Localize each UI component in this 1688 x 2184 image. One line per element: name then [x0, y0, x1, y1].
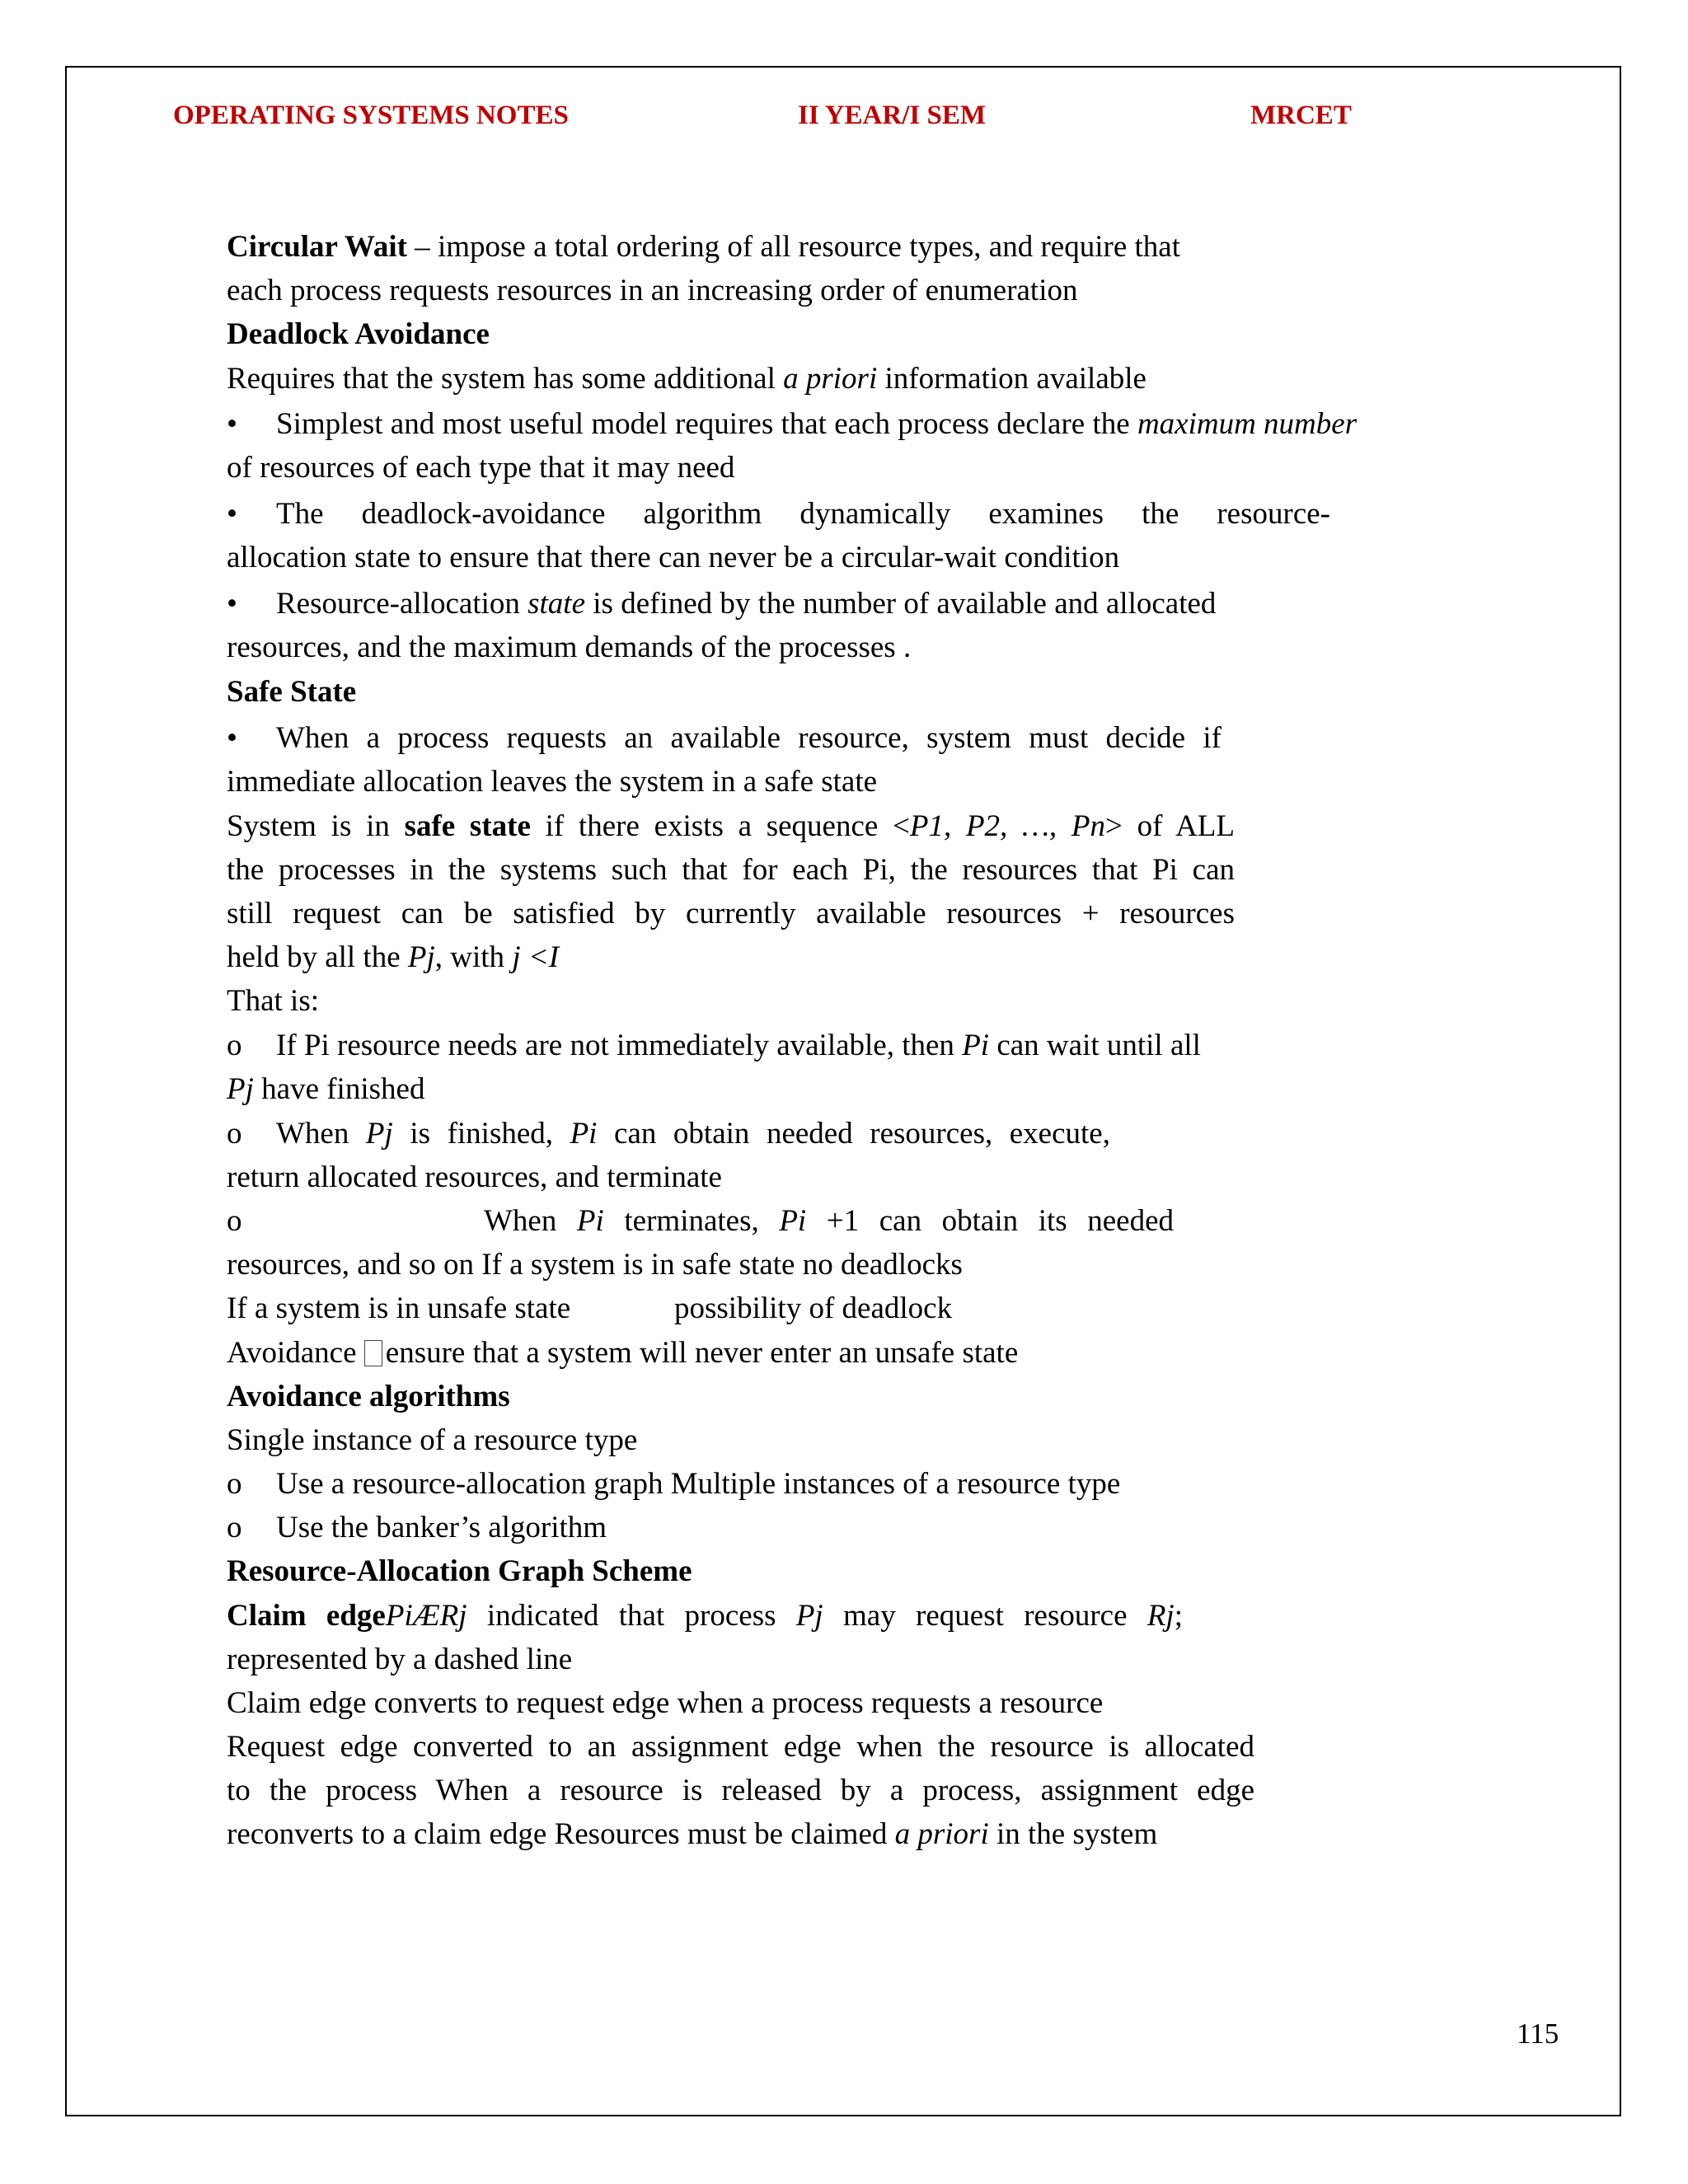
- text-span: can wait until all: [989, 1029, 1201, 1062]
- italic-span: Rj: [1146, 1599, 1175, 1633]
- heading-avoidance-algorithms: Avoidance algorithms: [227, 1380, 510, 1413]
- text-span: Simplest and most useful model requires that each process declare the: [276, 407, 1137, 441]
- text-line: immediate allocation leaves the system in a safe state: [227, 765, 878, 799]
- text-span: If a system is in unsafe state: [227, 1291, 571, 1325]
- text-line: represented by a dashed line: [227, 1643, 573, 1676]
- text-span: information available: [877, 362, 1146, 396]
- text-line: That is:: [227, 984, 320, 1018]
- italic-span: Pj: [407, 940, 435, 974]
- bullet-text: [276, 1115, 1110, 1153]
- text-line: [227, 1290, 570, 1328]
- text-line: Request edge converted to an assignment edge when the resource is allocated: [227, 1730, 1254, 1764]
- text-span: +1 can obtain its needed: [806, 1204, 1174, 1238]
- circular-wait-line: [227, 228, 1180, 266]
- italic-span: Pj: [365, 1117, 393, 1151]
- text-span: indicated that process: [467, 1599, 796, 1633]
- italic-span: Pi: [779, 1204, 807, 1238]
- text-line: return allocated resources, and terminate: [227, 1160, 722, 1194]
- bold-span: Claim edge: [227, 1599, 386, 1633]
- text-span: System is in: [227, 809, 405, 843]
- text-span: ensure that a system will never enter an unsafe state: [385, 1336, 1019, 1370]
- bullet-text: [276, 585, 1216, 623]
- italic-span: PiÆRj: [385, 1599, 467, 1633]
- italic-span: a priori: [894, 1817, 989, 1851]
- text-line: [227, 1071, 424, 1108]
- text-line: [227, 360, 1146, 398]
- italic-span: a priori: [783, 362, 878, 396]
- text-line: possibility of deadlock: [674, 1291, 953, 1325]
- bullet-icon: •: [227, 407, 237, 441]
- text-line: Claim edge converts to request edge when a process requests a resource: [227, 1686, 1104, 1720]
- text-span: in the system: [988, 1817, 1158, 1851]
- bullet-text: Use the banker’s algorithm: [276, 1511, 607, 1544]
- italic-span: Pj: [227, 1072, 254, 1106]
- header-year-sem: II YEAR/I SEM: [798, 101, 986, 130]
- text-span: ;: [1174, 1599, 1183, 1633]
- page-number: 115: [1517, 2018, 1559, 2050]
- text-span: When: [484, 1204, 577, 1238]
- text-line: to the process When a resource is released by a process, assignment edge: [227, 1774, 1254, 1807]
- circle-bullet-icon: o: [227, 1117, 242, 1151]
- text-span: terminates,: [603, 1204, 780, 1238]
- text-line: resources, and so on If a system is in safe state no deadlocks: [227, 1248, 963, 1282]
- text-line: allocation state to ensure that there can never be a circular-wait condition: [227, 541, 1120, 574]
- italic-span: Pi: [576, 1204, 604, 1238]
- bullet-text: The deadlock-avoidance algorithm dynamically examines the resource-: [276, 497, 1330, 531]
- italic-span: Pj: [795, 1599, 823, 1633]
- bold-span: safe state: [404, 809, 531, 843]
- heading-rag-scheme: Resource-Allocation Graph Scheme: [227, 1554, 692, 1588]
- text-span: is defined by the number of available and allocated: [585, 587, 1217, 621]
- text-span: , with: [434, 940, 513, 974]
- text-span: may request resource: [823, 1599, 1147, 1633]
- text-span: if there exists a sequence <: [530, 809, 910, 843]
- text-span: Resource-allocation: [276, 587, 528, 621]
- text-line: [227, 808, 1235, 846]
- text-line: [227, 1334, 1018, 1372]
- text-line: each process requests resources in an increasing order of enumeration: [227, 274, 1078, 307]
- text-span: held by all the: [227, 940, 408, 974]
- bullet-text: [276, 1027, 1201, 1065]
- italic-span: Pi: [962, 1029, 990, 1062]
- bullet-icon: •: [227, 587, 237, 621]
- text-line: of resources of each type that it may need: [227, 451, 735, 485]
- italic-span: Pi: [570, 1117, 598, 1151]
- italic-span: state: [528, 587, 586, 621]
- text-line: [227, 1597, 1183, 1635]
- circle-bullet-icon: o: [227, 1029, 242, 1062]
- header-college: MRCET: [1250, 101, 1352, 130]
- text-span: > of ALL: [1105, 809, 1235, 843]
- text-span: is finished,: [392, 1117, 570, 1151]
- header-title: OPERATING SYSTEMS NOTES: [173, 101, 569, 130]
- text-span: Requires that the system has some additional: [227, 362, 784, 396]
- text-span: have finished: [253, 1072, 425, 1106]
- circular-wait-text: – impose a total ordering of all resource types, and require that: [406, 230, 1180, 264]
- bullet-text: Use a resource-allocation graph Multiple instances of a resource type: [276, 1467, 1121, 1501]
- text-line: Single instance of a resource type: [227, 1423, 638, 1457]
- circular-wait-term: Circular Wait: [227, 230, 407, 264]
- text-span: If Pi resource needs are not immediately available, then: [276, 1029, 963, 1062]
- bullet-icon: •: [227, 721, 237, 755]
- text-span: When: [276, 1117, 366, 1151]
- text-line: still request can be satisfied by currently available resources + resources: [227, 897, 1235, 930]
- circle-bullet-icon: o: [227, 1511, 242, 1544]
- bullet-text: When a process requests an available resource, system must decide if: [276, 721, 1221, 755]
- italic-span: j <I: [512, 940, 560, 974]
- text-line: resources, and the maximum demands of the processes .: [227, 630, 912, 664]
- circle-bullet-icon: o: [227, 1204, 242, 1238]
- text-line: the processes in the systems such that for each Pi, the resources that Pi can: [227, 853, 1235, 887]
- bullet-text: [484, 1202, 1174, 1240]
- circle-bullet-icon: o: [227, 1467, 242, 1501]
- text-span: Avoidance: [227, 1336, 364, 1370]
- text-span: can obtain needed resources, execute,: [597, 1117, 1110, 1151]
- heading-deadlock-avoidance: Deadlock Avoidance: [227, 317, 490, 351]
- text-line: [227, 939, 559, 977]
- missing-glyph-icon: [364, 1340, 382, 1366]
- bullet-text: [276, 405, 1357, 443]
- heading-safe-state: Safe State: [227, 675, 357, 709]
- bullet-icon: •: [227, 497, 237, 531]
- italic-span: P1, P2, …, Pn: [909, 809, 1105, 843]
- text-span: reconverts to a claim edge Resources must be claimed: [227, 1817, 895, 1851]
- italic-span: maximum number: [1137, 407, 1357, 441]
- text-line: [227, 1816, 1157, 1854]
